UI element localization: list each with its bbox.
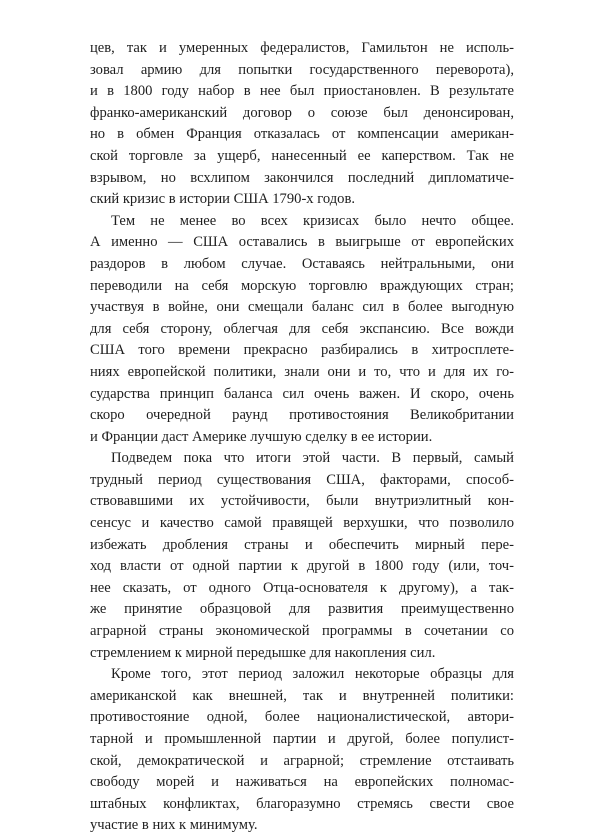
- text-line: свободу морей и наживаться на европейских полномас-: [90, 774, 514, 791]
- text-line: участие в них к минимуму.: [90, 817, 258, 834]
- text-line: ствовавшими их устойчивости, были внутриэлитный кон-: [90, 493, 514, 510]
- text-line: стремлением к мирной передышке для накопления сил.: [90, 644, 436, 661]
- text-line: участвуя в войне, они смещали баланс сил в более выгодную: [90, 299, 514, 316]
- text-line: зовал армию для попытки государственного переворота),: [90, 61, 514, 78]
- text-line: трудный период существования США, факторами, способ-: [90, 471, 514, 488]
- text-line: Кроме того, этот период заложил некоторые образцы для: [111, 666, 514, 683]
- text-line: Подведем пока что итоги этой части. В первый, самый: [111, 450, 514, 467]
- text-line: и Франции даст Америке лучшую сделку в ее истории.: [90, 428, 433, 445]
- text-line: ский кризис в истории США 1790-х годов.: [90, 191, 356, 208]
- text-line: скоро очередной раунд противостояния Великобритании: [90, 407, 514, 424]
- text-line: Тем не менее во всех кризисах было нечто общее.: [111, 212, 514, 229]
- text-line: раздоров в любом случае. Оставаясь нейтральными, они: [90, 255, 514, 272]
- paragraph-2: [90, 211, 514, 449]
- paragraph-4: [90, 664, 514, 837]
- text-line: ской, демократической и аграрной; стремление отстаивать: [90, 752, 514, 769]
- text-line: тарной и промышленной партии и другой, более популист-: [90, 731, 514, 747]
- text-line: франко-американский договор о союзе был денонсирован,: [90, 104, 514, 121]
- text-line: штабных конфликтах, благоразумно стремясь свести свое: [90, 795, 514, 812]
- text-line: взрывом, но всхлипом закончился последний дипломатиче-: [90, 169, 514, 186]
- text-line: американской как внешней, так и внутренней политики:: [90, 687, 514, 704]
- text-line: ской торговле за ущерб, нанесенный ее каперством. Так не: [90, 147, 514, 164]
- paragraph-1: [90, 38, 514, 211]
- text-line: и в 1800 году набор в нее был приостановлен. В результате: [90, 83, 514, 100]
- text-line: переводили на себя морскую торговлю враждующих стран;: [90, 277, 514, 294]
- text-line: избежать дробления страны и обеспечить мирный пере-: [90, 536, 514, 553]
- text-line: нее сказать, от одного Отца-основателя к другому), а так-: [90, 579, 514, 596]
- text-line: аграрной страны экономической программы в сочетании со: [90, 623, 514, 640]
- text-line: А именно — США оставались в выигрыше от европейских: [90, 234, 514, 251]
- paragraph-3: [90, 448, 514, 664]
- text-line: но в обмен Франция отказалась от компенсации американ-: [90, 126, 514, 143]
- text-line: для себя сторону, облегчая для себя экспансию. Все вожди: [90, 320, 514, 337]
- text-line: сударства принцип баланса сил очень важен. И скоро, очень: [90, 385, 514, 402]
- text-line: цев, так и умеренных федералистов, Гамильтон не исполь-: [90, 40, 514, 56]
- text-line: сенсус и качество самой правящей верхушки, что позволило: [90, 515, 514, 532]
- text-line: противостояние одной, более националистической, автори-: [90, 709, 514, 726]
- text-line: ход власти от одной партии к другой в 1800 году (или, точ-: [90, 558, 514, 575]
- text-line: США того времени прекрасно разбирались в хитросплете-: [90, 342, 514, 359]
- text-line: же принятие образцовой для развития преимущественно: [90, 601, 514, 618]
- text-line: ниях европейской политики, знали они и то, что и для их го-: [90, 363, 514, 380]
- book-page-text: [90, 38, 514, 837]
